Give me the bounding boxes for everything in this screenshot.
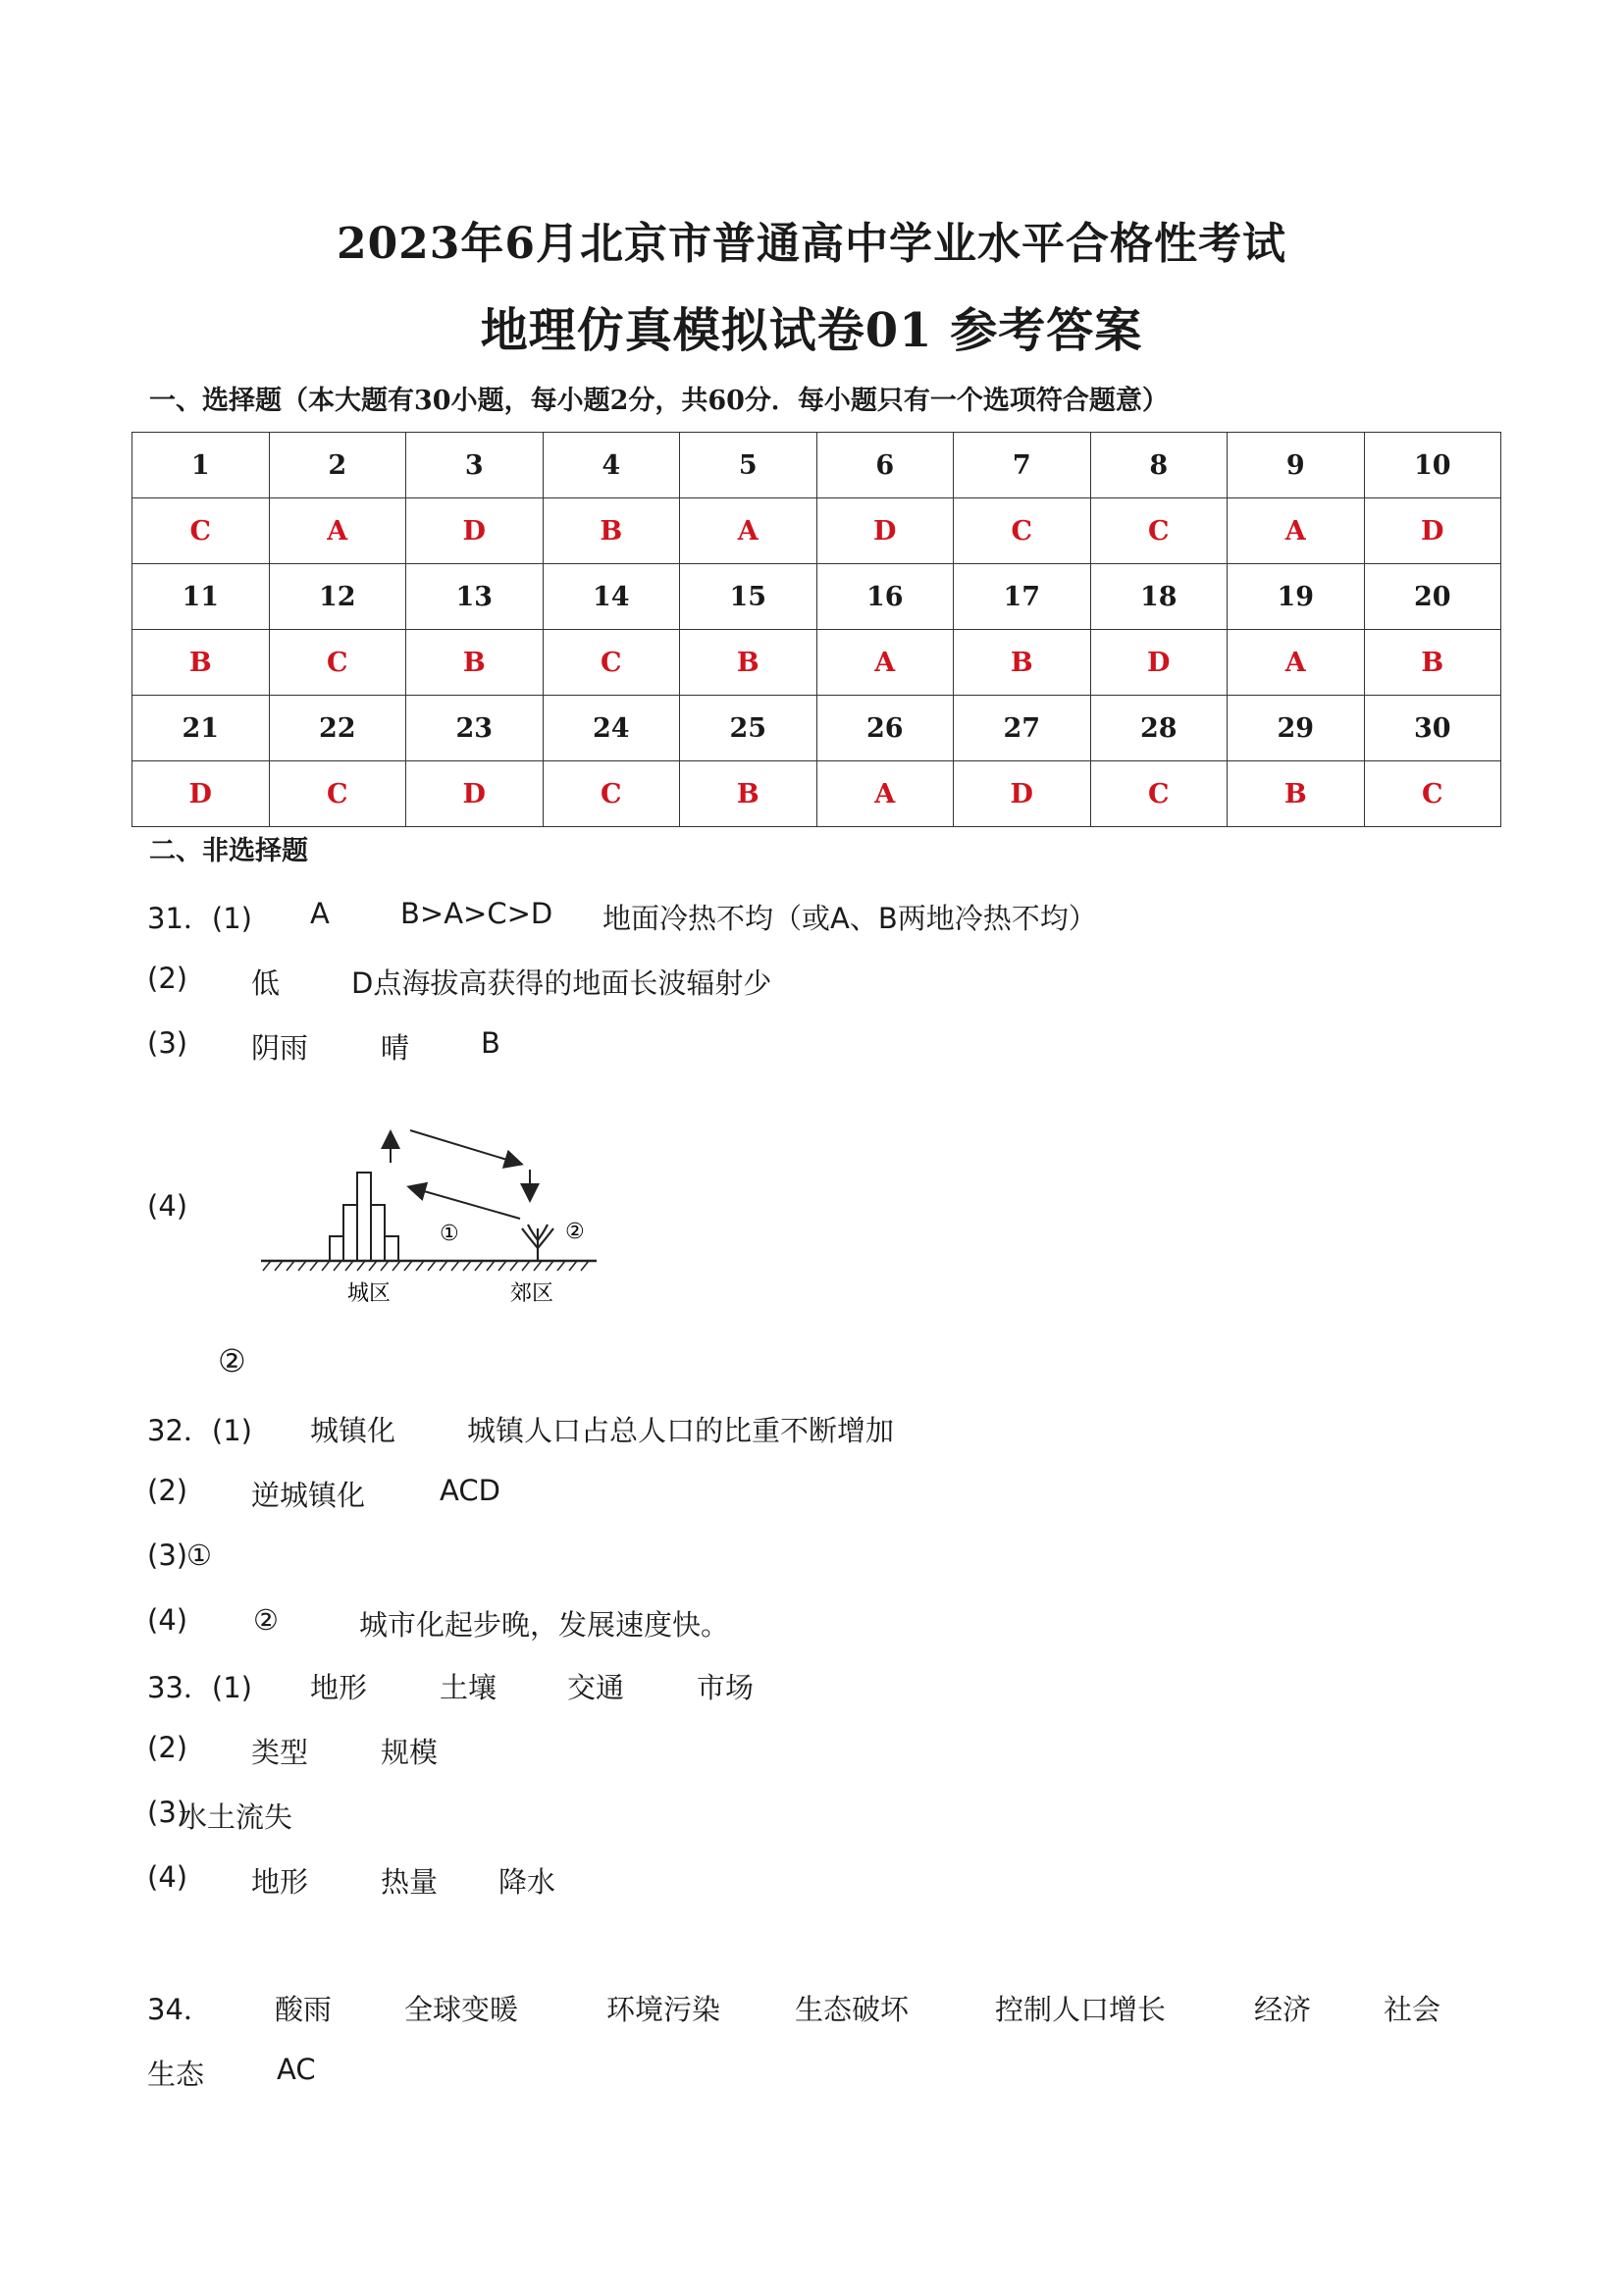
question-number: 12 [269, 564, 406, 630]
q31-1-answer-1: A [310, 897, 330, 930]
answer-table [131, 432, 1501, 827]
q33-1-answer-4: 市场 [697, 1671, 755, 1704]
surface-inflow-arrow [410, 1187, 520, 1219]
q31-3-answer-3: B [481, 1026, 500, 1060]
heat-island-circulation-diagram [253, 1119, 606, 1325]
section2-heading: 二、非选择题 [149, 836, 308, 866]
answer-cell: C [543, 761, 680, 827]
question-number: 15 [680, 564, 817, 630]
answer-cell: D [132, 761, 270, 827]
answer-cell: C [1090, 498, 1228, 564]
question-number: 1 [132, 433, 270, 498]
answer-cell: A [816, 761, 954, 827]
q34-answer: 生态 [147, 2058, 205, 2091]
answer-cell: A [680, 498, 817, 564]
question-number: 19 [1228, 564, 1365, 630]
answer-cell: D [1090, 630, 1228, 696]
table-row-answers-2 [132, 630, 1501, 696]
q33-3-answer: 水土流失 [179, 1800, 293, 1834]
question-number: 24 [543, 696, 680, 761]
q33-2-answer-2: 规模 [381, 1736, 439, 1769]
q31-1-answer-2: B>A>C>D [400, 897, 553, 930]
question-number: 3 [406, 433, 544, 498]
question-number: 13 [406, 564, 544, 630]
q32-1-answer-1: 城镇化 [310, 1414, 396, 1447]
ground-hatching [263, 1261, 589, 1271]
q33-2-answer-1: 类型 [251, 1736, 309, 1769]
q33-4-label: (4) [147, 1860, 188, 1894]
q32-1-answer-2: 城镇人口占总人口的比重不断增加 [467, 1414, 895, 1447]
answer-cell: A [816, 630, 954, 696]
q32-2-label: (2) [147, 1474, 188, 1507]
answer-cell: B [1364, 630, 1501, 696]
question-number: 17 [954, 564, 1091, 630]
question-number: 21 [132, 696, 270, 761]
answer-cell: A [1228, 498, 1365, 564]
answer-cell: B [1228, 761, 1365, 827]
question-number: 25 [680, 696, 817, 761]
question-number: 16 [816, 564, 954, 630]
q34-answer: 环境污染 [606, 1993, 721, 2026]
table-row-numbers-3 [132, 696, 1501, 761]
question-number: 28 [1090, 696, 1228, 761]
answer-cell: D [954, 761, 1091, 827]
table-row-answers-3 [132, 761, 1501, 827]
question-number: 22 [269, 696, 406, 761]
city-buildings [330, 1173, 398, 1261]
table-row-answers-1 [132, 498, 1501, 564]
q34-answer: 社会 [1384, 1993, 1441, 2026]
q33-1-answer-3: 交通 [567, 1671, 625, 1704]
question-number: 20 [1364, 564, 1501, 630]
answer-cell: B [543, 498, 680, 564]
question-number: 5 [680, 433, 817, 498]
q33-label: 33．(1) [147, 1671, 252, 1704]
q32-4-answer-1: ② [253, 1603, 279, 1637]
answer-cell: C [269, 630, 406, 696]
answer-cell: C [1090, 761, 1228, 827]
marker-2: ② [565, 1220, 585, 1244]
question-number: 29 [1228, 696, 1365, 761]
city-label: 城区 [347, 1281, 392, 1306]
q31-3-answer-2: 晴 [381, 1031, 410, 1065]
answer-cell: C [954, 498, 1091, 564]
answer-cell: A [269, 498, 406, 564]
upper-outflow-arrow [410, 1130, 520, 1164]
answer-cell: B [406, 630, 544, 696]
answer-cell: A [1228, 630, 1365, 696]
q32-4-label: (4) [147, 1603, 188, 1637]
q34-answer: 控制人口增长 [995, 1993, 1167, 2026]
table-row-numbers-1 [132, 433, 1501, 498]
q33-3-label: (3) [147, 1796, 188, 1829]
q33-4-answer-1: 地形 [251, 1865, 309, 1899]
answer-cell: D [406, 761, 544, 827]
answer-cell: C [132, 498, 270, 564]
answer-cell: C [543, 630, 680, 696]
answer-cell: D [406, 498, 544, 564]
exam-title: 2023年6月北京市普通高中学业水平合格性考试 [336, 219, 1287, 269]
q32-2-answer-2: ACD [440, 1474, 500, 1507]
question-number: 23 [406, 696, 544, 761]
question-number: 6 [816, 433, 954, 498]
suburb-label: 郊区 [510, 1281, 554, 1306]
q32-3-label: (3) [147, 1539, 188, 1572]
question-number: 11 [132, 564, 270, 630]
q32-3-answer: ① [186, 1539, 212, 1572]
question-number: 10 [1364, 433, 1501, 498]
answer-cell: D [816, 498, 954, 564]
q32-2-answer-1: 逆城镇化 [251, 1479, 366, 1512]
q34-answer: 生态破坏 [795, 1993, 910, 2026]
q31-4-label: (4) [147, 1189, 188, 1223]
q34-answer: 酸雨 [275, 1993, 333, 2026]
question-number: 2 [269, 433, 406, 498]
answer-cell: C [1364, 761, 1501, 827]
q33-1-answer-2: 土壤 [440, 1671, 497, 1704]
q31-2-answer-2: D点海拔高获得的地面长波辐射少 [351, 966, 772, 1000]
q31-3-answer-1: 阴雨 [251, 1031, 309, 1065]
q31-3-label: (3) [147, 1026, 188, 1060]
q31-2-answer-1: 低 [251, 966, 281, 1000]
answer-cell: B [680, 761, 817, 827]
q31-4-answer: ② [218, 1342, 246, 1380]
q32-label: 32．(1) [147, 1414, 252, 1447]
q34-label: 34． [147, 1993, 212, 2026]
answer-cell: B [132, 630, 270, 696]
question-number: 7 [954, 433, 1091, 498]
question-number: 4 [543, 433, 680, 498]
q32-4-answer-2: 城市化起步晚，发展速度快。 [359, 1608, 730, 1642]
q31-label: 31．(1) [147, 902, 252, 935]
q31-2-label: (2) [147, 962, 188, 995]
question-number: 26 [816, 696, 954, 761]
question-number: 30 [1364, 696, 1501, 761]
question-number: 9 [1228, 433, 1365, 498]
q34-answer: 全球变暖 [404, 1993, 519, 2026]
q33-4-answer-2: 热量 [381, 1865, 439, 1899]
section1-heading: 一、选择题（本大题有30小题，每小题2分，共60分．每小题只有一个选项符合题意） [149, 386, 1169, 416]
q34-answer: AC [277, 2053, 316, 2086]
question-number: 18 [1090, 564, 1228, 630]
suburb-vegetation-icon [522, 1225, 553, 1261]
answer-cell: C [269, 761, 406, 827]
answer-cell: B [954, 630, 1091, 696]
q33-2-label: (2) [147, 1731, 188, 1764]
question-number: 8 [1090, 433, 1228, 498]
q33-4-answer-3: 降水 [498, 1865, 556, 1899]
q34-answer: 经济 [1254, 1993, 1312, 2026]
marker-1: ① [440, 1222, 459, 1246]
question-number: 27 [954, 696, 1091, 761]
q31-1-answer-3: 地面冷热不均（或A、B两地冷热不均） [602, 902, 1097, 935]
question-number: 14 [543, 564, 680, 630]
paper-title: 地理仿真模拟试卷01 参考答案 [480, 303, 1143, 358]
answer-cell: D [1364, 498, 1501, 564]
q33-1-answer-1: 地形 [310, 1671, 368, 1704]
table-row-numbers-2 [132, 564, 1501, 630]
answer-cell: B [680, 630, 817, 696]
